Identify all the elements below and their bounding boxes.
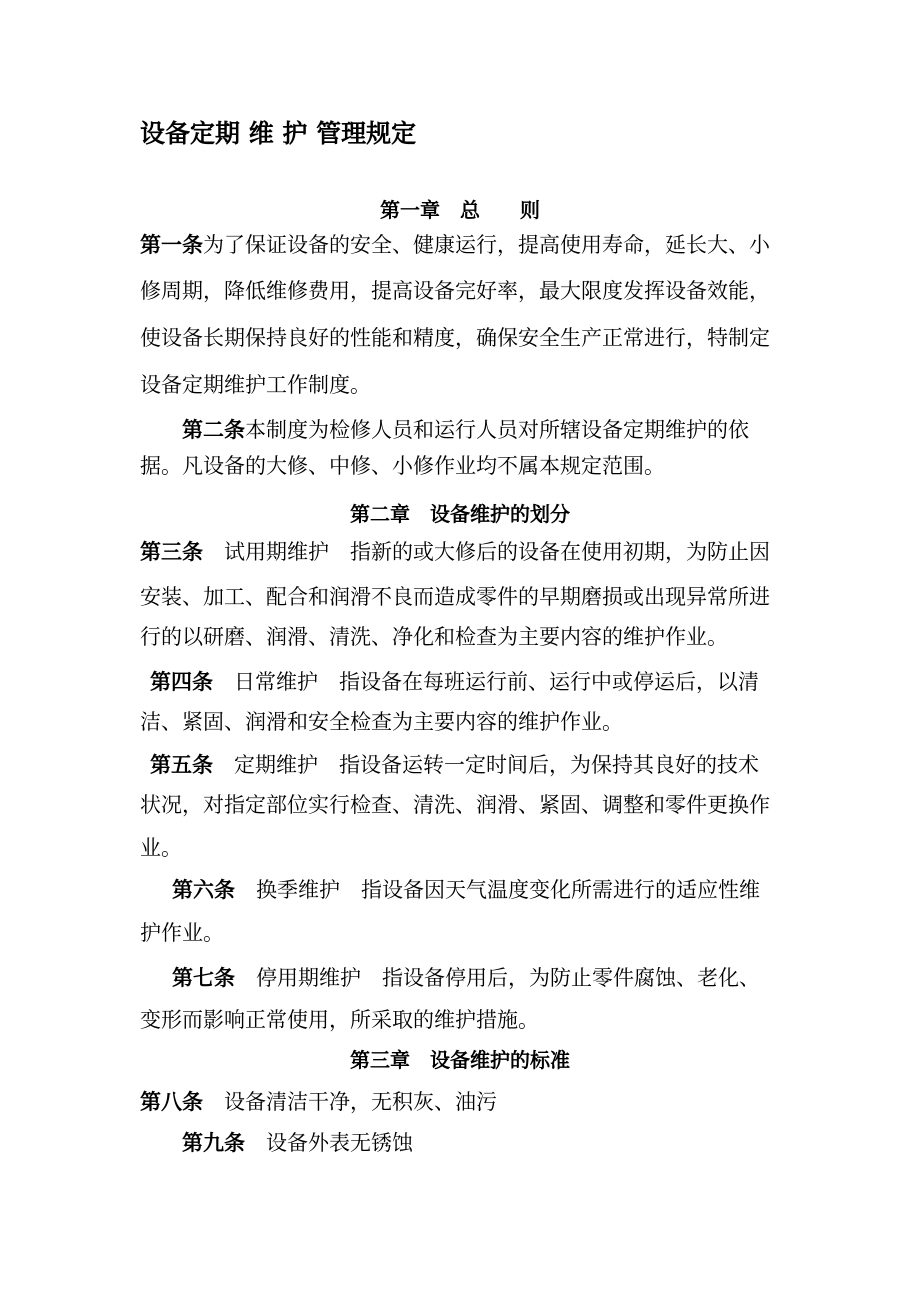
text-line (140, 583, 770, 611)
text-line (140, 1006, 539, 1034)
text-line (140, 277, 770, 305)
text-line (140, 371, 371, 399)
article-text: 业。 (140, 836, 182, 860)
article-number: 第五条 (150, 753, 213, 777)
text-line (172, 964, 760, 992)
article-text: 定期维护 指设备运转一定时间后，为保持其良好的技术 (213, 753, 759, 777)
article-text: 设备定期维护工作制度。 (140, 373, 371, 397)
article-text: 行的以研磨、润滑、清洗、净化和检查为主要内容的维护作业。 (140, 625, 728, 649)
chapter-heading: 第二章 设备维护的划分 (350, 502, 570, 526)
article-text: 使设备长期保持良好的性能和精度，确保安全生产正常进行，特制定 (140, 326, 770, 350)
article-text: 设备清洁干净，无积灰、油污 (203, 1090, 497, 1114)
article-number: 第三条 (140, 540, 203, 564)
text-line (150, 668, 759, 696)
text-line (140, 919, 224, 947)
article-text: 据。凡设备的大修、中修、小修作业均不属本规定范围。 (140, 454, 665, 478)
text-line (140, 791, 770, 819)
text-line (150, 751, 759, 779)
text-line (140, 324, 770, 352)
article-number: 第六条 (172, 878, 235, 902)
article-number: 第一条 (140, 233, 203, 257)
article-text: 状况，对指定部位实行检查、清洗、润滑、紧固、调整和零件更换作 (140, 793, 770, 817)
chapter-heading: 第一章 总 则 (380, 198, 540, 222)
article-text: 安装、加工、配合和润滑不良而造成零件的早期磨损或出现异常所进 (140, 585, 770, 609)
article-text: 为了保证设备的安全、健康运行，提高使用寿命，延长大、小 (203, 233, 770, 257)
article-number: 第四条 (150, 670, 213, 694)
article-text: 换季维护 指设备因天气温度变化所需进行的适应性维 (235, 878, 760, 902)
document-title: 设备定期 维 护 管理规定 (140, 119, 417, 148)
text-line (140, 1088, 497, 1116)
text-line (140, 623, 728, 651)
article-text: 洁、紧固、润滑和安全检查为主要内容的维护作业。 (140, 710, 623, 734)
text-line (140, 231, 770, 259)
article-number: 第九条 (182, 1131, 245, 1155)
article-number: 第七条 (172, 966, 235, 990)
article-text: 变形而影响正常使用，所采取的维护措施。 (140, 1008, 539, 1032)
text-line (140, 834, 182, 862)
text-line (140, 452, 665, 480)
text-line (182, 1129, 413, 1157)
article-text: 停用期维护 指设备停用后，为防止零件腐蚀、老化、 (235, 966, 760, 990)
text-line (140, 538, 770, 566)
article-text: 日常维护 指设备在每班运行前、运行中或停运后，以清 (213, 670, 759, 694)
article-number: 第八条 (140, 1090, 203, 1114)
text-line (140, 708, 623, 736)
article-text: 试用期维护 指新的或大修后的设备在使用初期，为防止因 (203, 540, 770, 564)
article-text: 修周期，降低维修费用，提高设备完好率，最大限度发挥设备效能， (140, 279, 770, 303)
article-text: 本制度为检修人员和运行人员对所辖设备定期维护的依 (245, 418, 749, 442)
article-text: 护作业。 (140, 921, 224, 945)
text-line (172, 876, 760, 904)
article-number: 第二条 (182, 418, 245, 442)
chapter-heading: 第三章 设备维护的标准 (350, 1048, 570, 1072)
text-line (182, 416, 749, 444)
article-text: 设备外表无锈蚀 (245, 1131, 413, 1155)
